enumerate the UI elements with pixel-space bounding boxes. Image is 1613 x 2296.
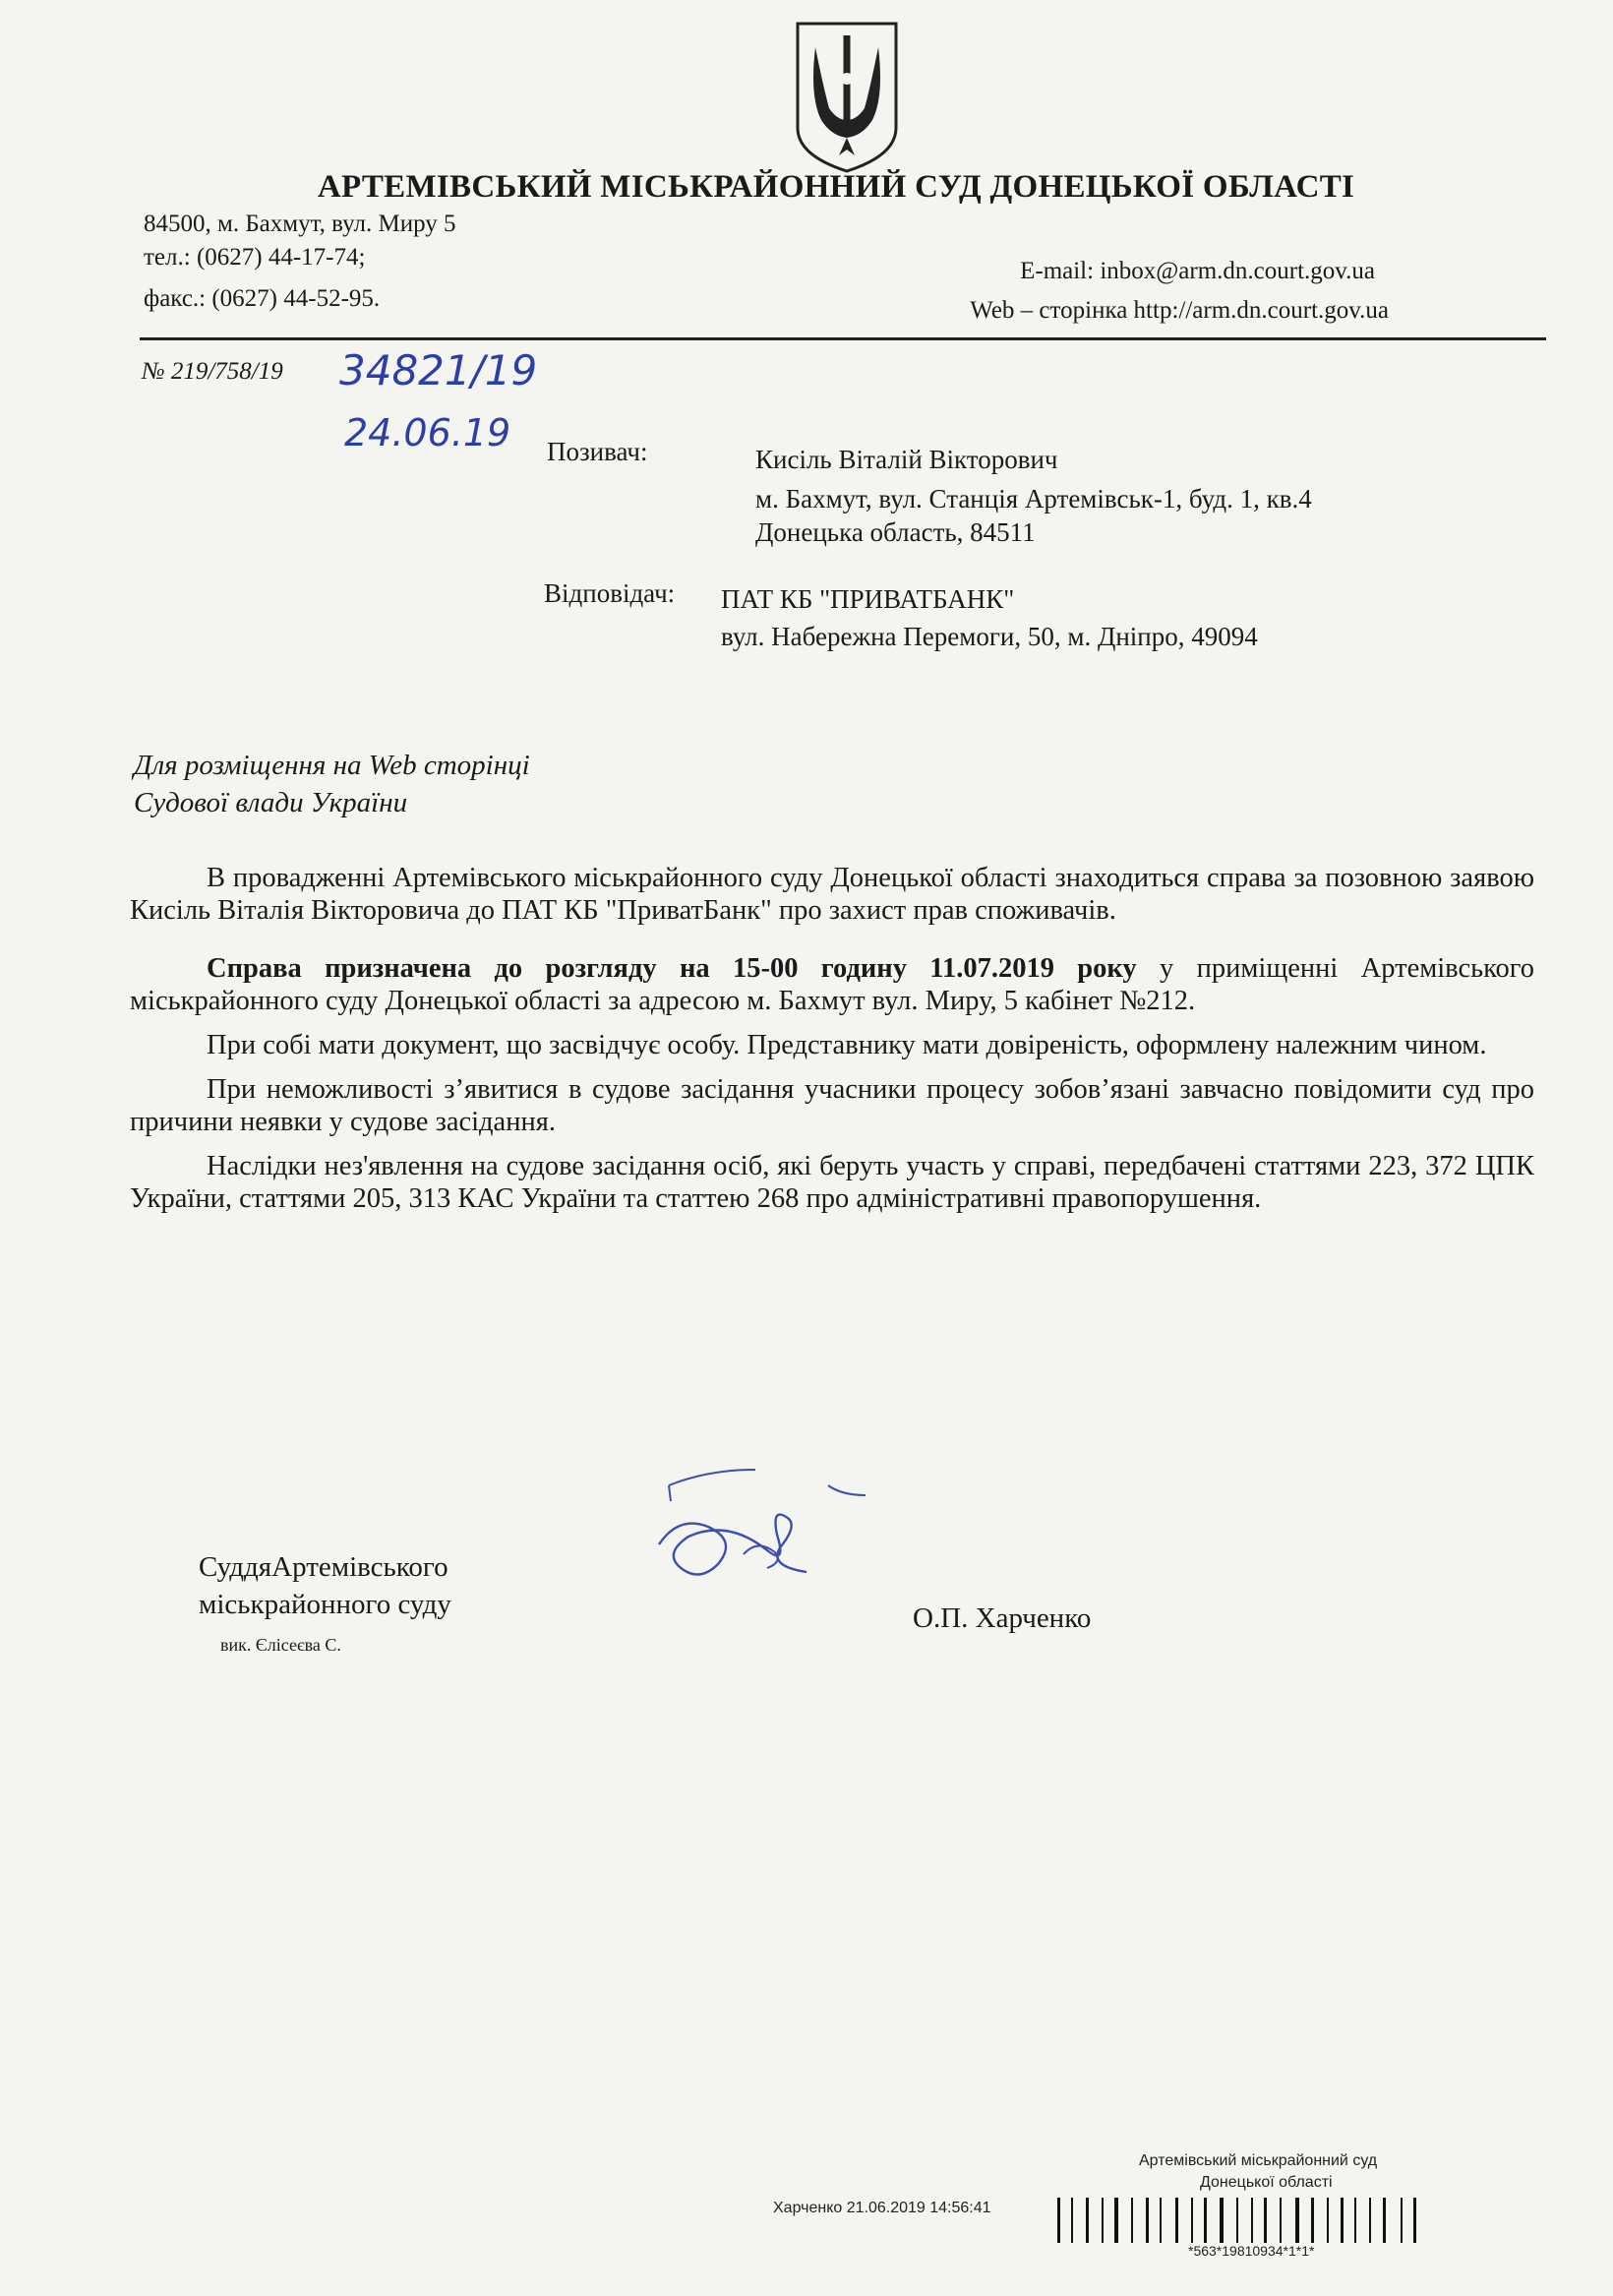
plaintiff-address-line-1: м. Бахмут, вул. Станція Артемівськ-1, буд. 1, кв.4 [755,484,1312,514]
paragraph-absence-notice: При неможливості з’явитися в судове засідання учасники процесу зобов’язані завчасно повідомити суд про причини неявки у судове засідання. [130,1074,1534,1137]
court-phone: тел.: (0627) 44-17-74; [144,244,366,271]
plaintiff-name: Кисіль Віталій Вікторович [755,445,1058,474]
plaintiff-label: Позивач: [547,437,648,466]
barcode-bar [1295,2198,1299,2243]
barcode-bar [1401,2198,1403,2243]
barcode-bar [1057,2198,1060,2243]
barcode-bar [1251,2198,1253,2243]
barcode-bar [1071,2198,1073,2243]
judge-name: О.П. Харченко [913,1602,1092,1634]
hearing-time-emphasis: Справа призначена до розгляду на 15-00 годину 11.07.2019 року [207,953,1137,984]
footer-court-region: Донецької області [1200,2174,1333,2191]
barcode-bar [1146,2198,1149,2243]
barcode-bar [1341,2198,1344,2243]
court-email: E-mail: inbox@arm.dn.court.gov.ua [1020,258,1375,284]
defendant-label: Відповідач: [544,578,676,608]
executor-name: вик. Єлісеєва С. [220,1635,341,1655]
footer-court-name: Артемівський міськрайонний суд [1139,2152,1378,2169]
barcode-bar [1086,2198,1089,2243]
trident-emblem-icon [792,18,902,175]
case-number: № 219/758/19 [142,358,283,385]
handwritten-registration-number: 34821/19 [339,346,538,394]
defendant-name: ПАТ КБ "ПРИВАТБАНК" [721,584,1015,614]
handwritten-date: 24.06.19 [344,411,511,454]
barcode-bar [1204,2198,1207,2243]
court-website: Web – сторінка http://arm.dn.court.gov.ua [970,297,1389,324]
barcode-bar [1131,2198,1133,2243]
web-publication-note-line-2: Судової влади України [134,787,408,818]
court-fax: факс.: (0627) 44-52-95. [144,285,381,312]
paragraph-hearing-schedule [130,952,1534,1017]
barcode-bar [1264,2198,1267,2243]
barcode-bar [1236,2198,1238,2243]
barcode-bar [1191,2198,1193,2243]
barcode-bar [1102,2198,1104,2243]
paragraph-identification: При собі мати документ, що засвідчує особу. Представнику мати довіреність, оформлену належним чином. [207,1030,1487,1060]
paragraph-consequences: Наслідки нез'явлення на судове засідання осіб, які беруть участь у справі, передбачені статтями 223, 372 ЦПК України, статтями 205, 313 КАС України та статтею 268 про адміністративні правопорушення. [130,1151,1534,1214]
barcode-bar [1383,2198,1386,2243]
barcode-bar [1220,2198,1224,2243]
paragraph-case-description: В провадженні Артемівського міськрайонного суду Донецької області знаходиться справа за позовною заявою Кисіль Віталія Вікторовича до ПАТ КБ "ПриватБанк" про захист прав споживачів. [130,863,1534,926]
hearing-location: у приміщенні Артемівського міськрайонного суду Донецької області за адресою м. Бахмут вул. Миру, 5 кабінет №212. [130,953,1535,1016]
judge-title-line-2: міськрайонного суду [199,1589,451,1620]
court-name: АРТЕМІВСЬКИЙ МІСЬКРАЙОННИЙ СУД ДОНЕЦЬКОЇ ОБЛАСТІ [317,169,1355,205]
header-divider [140,337,1546,340]
barcode-bar [1327,2198,1329,2243]
judge-title-line-1: СуддяАртемівського [199,1551,448,1583]
handwritten-signature-icon [649,1456,885,1603]
court-address: 84500, м. Бахмут, вул. Миру 5 [144,211,456,237]
plaintiff-address-line-2: Донецька область, 84511 [755,517,1036,547]
barcode-bar [1160,2198,1162,2243]
web-publication-note-line-1: Для розміщення на Web сторінці [134,750,530,781]
defendant-address: вул. Набережна Перемоги, 50, м. Дніпро, 49094 [721,622,1258,651]
barcode-bar [1413,2198,1416,2243]
barcode-bar [1114,2198,1118,2243]
barcode-bar [1354,2198,1356,2243]
barcode-bar [1280,2198,1282,2243]
summons-body [130,862,1534,1227]
barcode-bar [1311,2198,1314,2243]
footer-document-meta: Харченко 21.06.2019 14:56:41 [773,2200,991,2216]
barcode-bar [1369,2198,1371,2243]
barcode-bar [1175,2198,1178,2243]
barcode-text: *563*19810934*1*1* [1188,2243,1315,2259]
document-barcode [1057,2198,1520,2243]
